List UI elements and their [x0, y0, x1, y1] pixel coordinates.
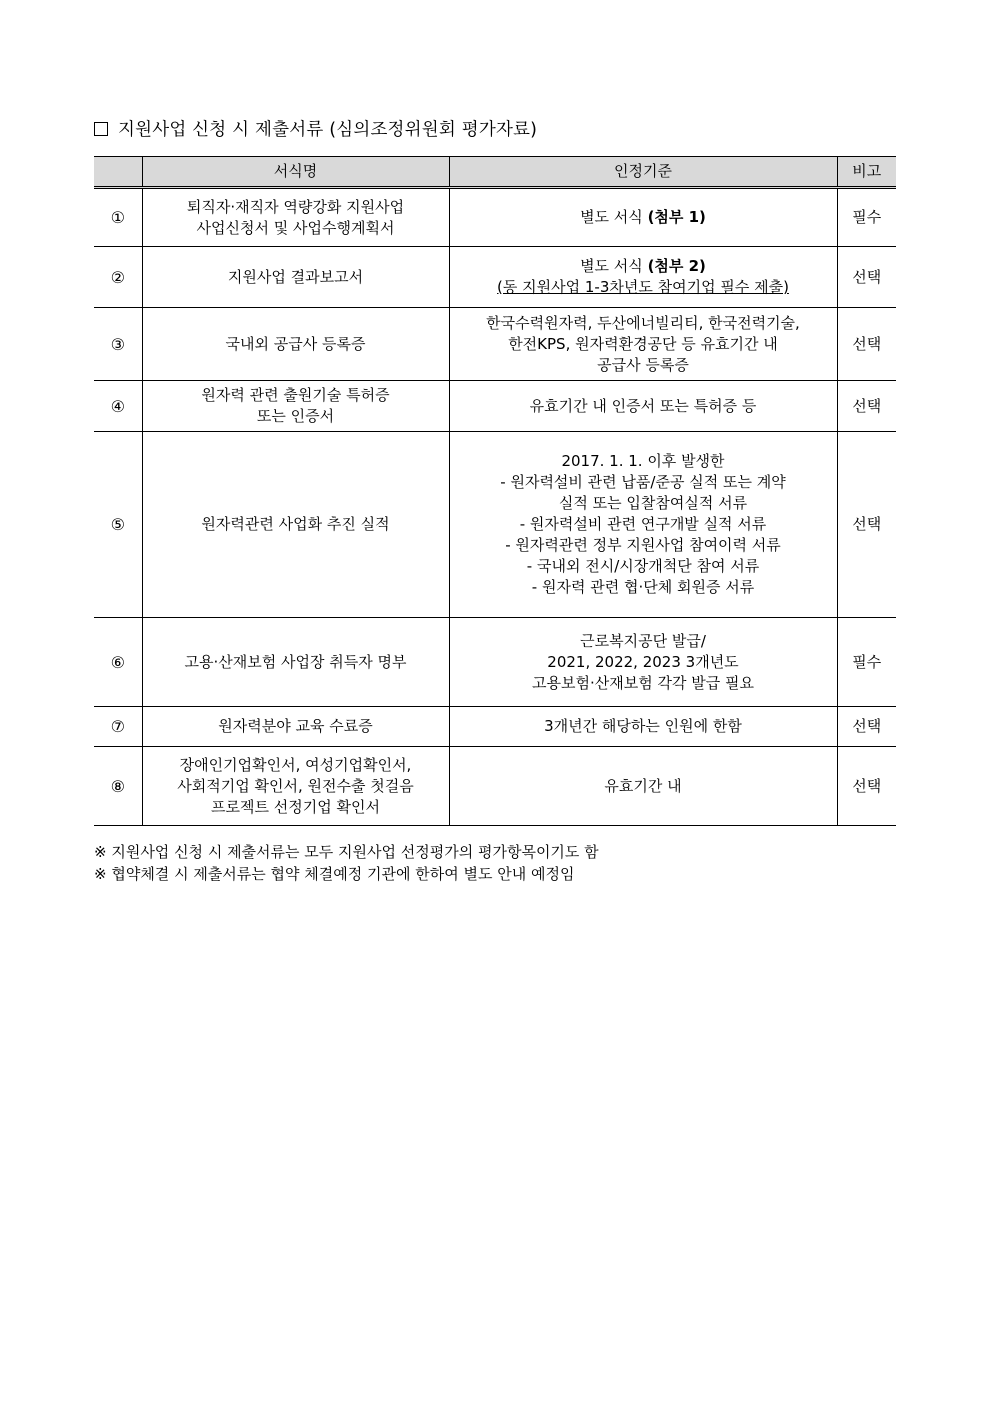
criteria-cell [449, 188, 837, 247]
form-name-line: 사업신청서 및 사업수행계획서 [196, 218, 395, 237]
criteria-cell [449, 707, 837, 747]
header-criteria: 인정기준 [449, 157, 837, 188]
required-documents-table [94, 156, 896, 826]
criteria-line: 유효기간 내 인증서 또는 특허증 등 [529, 396, 757, 415]
table-row [94, 432, 896, 618]
header-form-name: 서식명 [142, 157, 449, 188]
table-row [94, 618, 896, 707]
form-name-line: 고용·산재보험 사업장 취득자 명부 [184, 652, 407, 671]
table-header-row [94, 157, 896, 188]
checkbox-icon [94, 122, 108, 136]
criteria-line: - 국내외 전시/시장개척단 참여 서류 [526, 557, 760, 575]
attachment-ref: (첨부 2) [647, 257, 706, 275]
criteria-line: - 원자력관련 정부 지원사업 참여이력 서류 [505, 536, 781, 554]
note-cell: 선택 [837, 247, 896, 308]
form-name-line: 원자력분야 교육 수료증 [218, 717, 373, 735]
row-number: ② [94, 247, 142, 308]
form-name-cell [142, 188, 449, 247]
criteria-line: 2021, 2022, 2023 3개년도 [547, 652, 739, 671]
table-row [94, 188, 896, 247]
note-cell: 선택 [837, 381, 896, 432]
criteria-line: 유효기간 내 [604, 776, 682, 795]
criteria-line: 고용보험·산재보험 각각 발급 필요 [532, 673, 754, 692]
criteria-cell [449, 308, 837, 381]
section-title [94, 116, 537, 141]
note-cell: 필수 [837, 188, 896, 247]
form-name-line: 장애인기업확인서, 여성기업확인서, [179, 755, 412, 774]
criteria-cell [449, 247, 837, 308]
criteria-line: - 원자력설비 관련 연구개발 실적 서류 [519, 515, 767, 533]
header-no [94, 157, 142, 188]
table-row [94, 747, 896, 826]
note-cell: 선택 [837, 747, 896, 826]
footnote: ※ 지원사업 신청 시 제출서류는 모두 지원사업 선정평가의 평가항목이기도 함 [94, 843, 599, 861]
note-cell: 필수 [837, 618, 896, 707]
form-name-cell [142, 747, 449, 826]
note-cell: 선택 [837, 308, 896, 381]
criteria-line: 3개년간 해당하는 인원에 한함 [544, 717, 742, 735]
criteria-line: 2017. 1. 1. 이후 발생한 [561, 452, 725, 470]
form-name-cell [142, 707, 449, 747]
footnote: ※ 협약체결 시 제출서류는 협약 체결예정 기관에 한하여 별도 안내 예정임 [94, 864, 575, 883]
criteria-line: 한전KPS, 원자력환경공단 등 유효기간 내 [508, 334, 778, 353]
form-name-line: 국내외 공급사 등록증 [225, 334, 366, 353]
form-name-cell [142, 381, 449, 432]
criteria-cell [449, 432, 837, 618]
criteria-cell [449, 618, 837, 707]
criteria-line: 실적 또는 입찰참여실적 서류 [558, 494, 748, 512]
form-name-line: 퇴직자·재직자 역량강화 지원사업 [186, 197, 405, 216]
attachment-ref: (첨부 1) [647, 208, 706, 226]
table-row [94, 308, 896, 381]
form-name-cell [142, 432, 449, 618]
form-name-line: 원자력 관련 출원기술 특허증 [201, 386, 390, 404]
criteria-cell [449, 381, 837, 432]
row-number: ⑥ [94, 618, 142, 707]
form-name-line: 원자력관련 사업화 추진 실적 [201, 515, 390, 533]
criteria-text: 별도 서식 [580, 257, 648, 275]
criteria-underlined-note: (동 지원사업 1-3차년도 참여기업 필수 제출) [497, 278, 789, 296]
criteria-line: - 원자력설비 관련 납품/준공 실적 또는 계약 [500, 473, 786, 491]
row-number: ⑦ [94, 707, 142, 747]
note-cell: 선택 [837, 432, 896, 618]
criteria-line: 공급사 등록증 [597, 355, 689, 374]
form-name-cell [142, 308, 449, 381]
form-name-line: 또는 인증서 [256, 407, 335, 425]
form-name-cell [142, 618, 449, 707]
row-number: ⑤ [94, 432, 142, 618]
row-number: ③ [94, 308, 142, 381]
criteria-line: 한국수력원자력, 두산에너빌리티, 한국전력기술, [486, 313, 800, 332]
header-note: 비고 [837, 157, 896, 188]
note-cell: 선택 [837, 707, 896, 747]
criteria-text: 별도 서식 [580, 208, 648, 226]
criteria-line: - 원자력 관련 협·단체 회원증 서류 [531, 578, 755, 596]
form-name-line: 지원사업 결과보고서 [227, 267, 364, 286]
section-title-text: 지원사업 신청 시 제출서류 (심의조정위원회 평가자료) [118, 120, 538, 140]
form-name-line: 프로젝트 선정기업 확인서 [211, 797, 380, 816]
table-row [94, 247, 896, 308]
form-name-line: 사회적기업 확인서, 원전수출 첫걸음 [177, 776, 414, 795]
form-name-cell [142, 247, 449, 308]
criteria-line: 근로복지공단 발급/ [580, 631, 706, 650]
row-number: ⑧ [94, 747, 142, 826]
row-number: ④ [94, 381, 142, 432]
table-row [94, 381, 896, 432]
criteria-cell [449, 747, 837, 826]
row-number: ① [94, 188, 142, 247]
table-row [94, 707, 896, 747]
footnotes [94, 842, 599, 885]
